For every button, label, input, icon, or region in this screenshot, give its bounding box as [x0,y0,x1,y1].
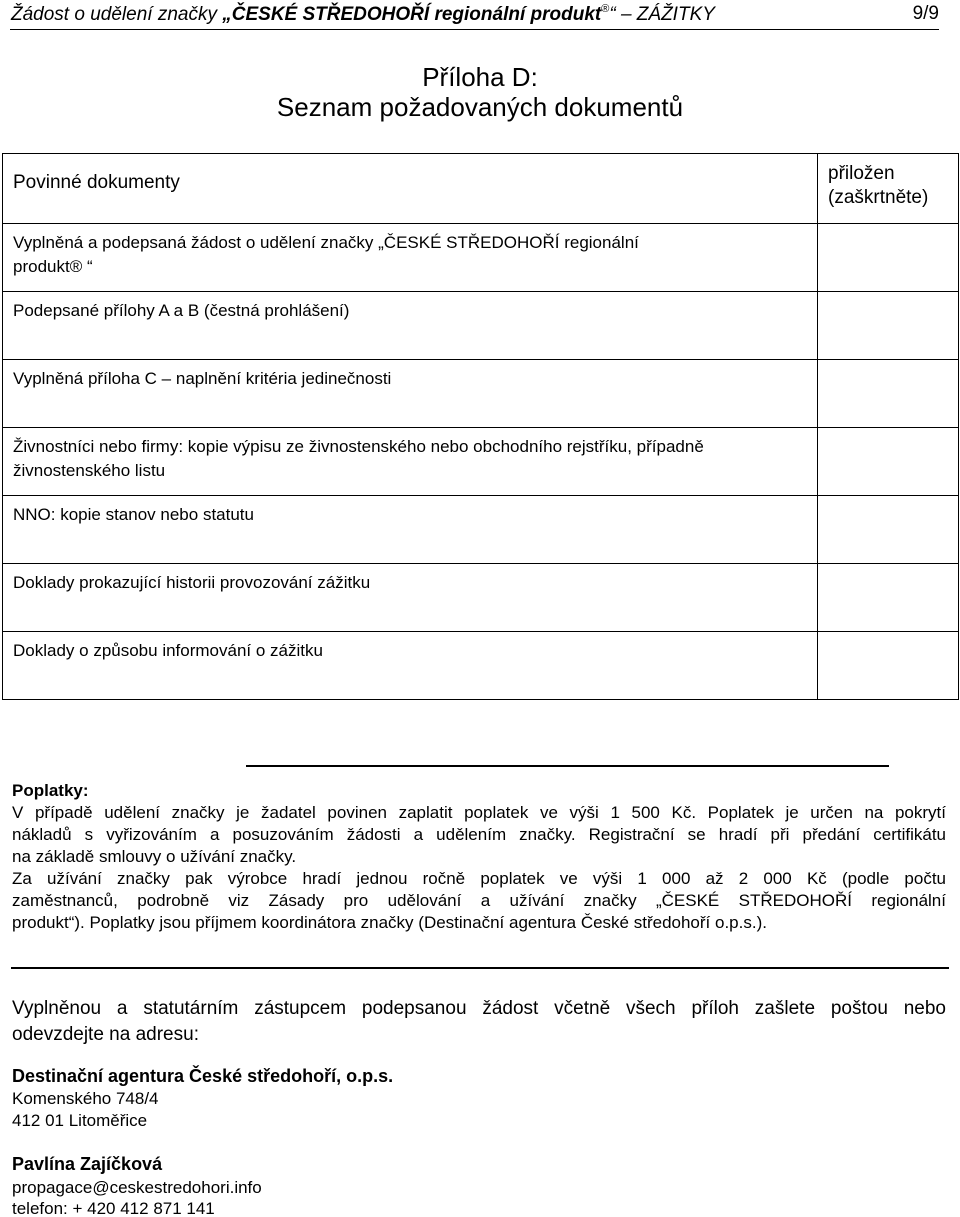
document-name: Doklady o způsobu informování o zážitku [3,632,818,700]
table-header-row [3,154,959,224]
attached-checkbox-cell[interactable] [818,224,959,292]
page-number: 9/9 [912,3,939,24]
attached-checkbox-cell[interactable] [818,360,959,428]
required-documents-table [2,153,959,700]
table-row [3,564,959,632]
table-row [3,496,959,564]
document-name: Vyplněná a podepsaná žádost o udělení značky „ČESKÉ STŘEDOHOŘÍ regionální produkt® “ [3,224,818,292]
table-row [3,428,959,496]
fees-text: nákladů s vyřizováním a posuzováním žádosti a udělením značky. Registrační se hradí při předání certifikátu [12,825,946,844]
fees-text: produkt“). Poplatky jsou příjmem koordinátora značky (Destinační agentura České středohoří o.p.s.). [12,913,767,932]
attached-checkbox-cell[interactable] [818,496,959,564]
document-name: NNO: kopie stanov nebo statutu [3,496,818,564]
address-city: 412 01 Litoměřice [12,1111,148,1130]
table-row [3,224,959,292]
table-row [3,360,959,428]
fees-text: Za užívání značky pak výrobce hradí jednou ročně poplatek ve výši 1 000 až 2 000 Kč (podle počtu [12,869,946,888]
contact-email[interactable]: propagace@ceskestredohori.info [12,1178,262,1197]
attached-checkbox-cell[interactable] [818,428,959,496]
page-header [10,0,939,30]
fees-text: zaměstnanců, podrobně viz Zásady pro udělování a užívání značky „ČESKÉ STŘEDOHOŘÍ regionální [12,891,946,910]
document-running-title: Žádost o udělení značky „ČESKÉ STŘEDOHOŘÍ regionální produkt®“ – ZÁŽITKY [11,3,715,25]
submission-instructions: Vyplněnou a statutárním zástupcem podepsanou žádost včetně všech příloh zašlete poštou nebo odevzdejte na adresu: [12,998,946,1045]
document-name: Podepsané přílohy A a B (čestná prohlášení) [3,292,818,360]
contact-person: Pavlína Zajíčková [12,1154,163,1174]
document-name: Živnostníci nebo firmy: kopie výpisu ze živnostenského nebo obchodního rejstříku, případně živnostenského listu [3,428,818,496]
document-name: Vyplněná příloha C – naplnění kritéria jedinečnosti [3,360,818,428]
attached-checkbox-cell[interactable] [818,564,959,632]
appendix-title: Příloha D: [422,62,538,92]
organization-name: Destinační agentura České středohoří, o.p.s. [12,1066,394,1086]
contact-phone: telefon: + 420 412 871 141 [12,1199,215,1217]
table-row [3,292,959,360]
attached-checkbox-cell[interactable] [818,632,959,700]
document-name: Doklady prokazující historii provozování zážitku [3,564,818,632]
fees-section [12,780,946,934]
table-row [3,632,959,700]
separator-line [246,765,889,767]
appendix-subtitle: Seznam požadovaných dokumentů [276,92,684,122]
fees-text: V případě udělení značky je žadatel povinen zaplatit poplatek ve výši 1 500 Kč. Poplatek je určen na pokrytí [12,803,946,822]
fees-text: na základě smlouvy o užívání značky. [12,847,297,866]
attached-checkbox-cell[interactable] [818,292,959,360]
fees-heading: Poplatky: [12,781,89,800]
registered-mark-icon: ® [601,3,610,15]
column-header-attached: přiložen (zaškrtněte) [818,154,959,224]
address-street: Komenského 748/4 [12,1089,159,1108]
separator-line [11,967,949,969]
column-header-documents: Povinné dokumenty [3,154,818,224]
